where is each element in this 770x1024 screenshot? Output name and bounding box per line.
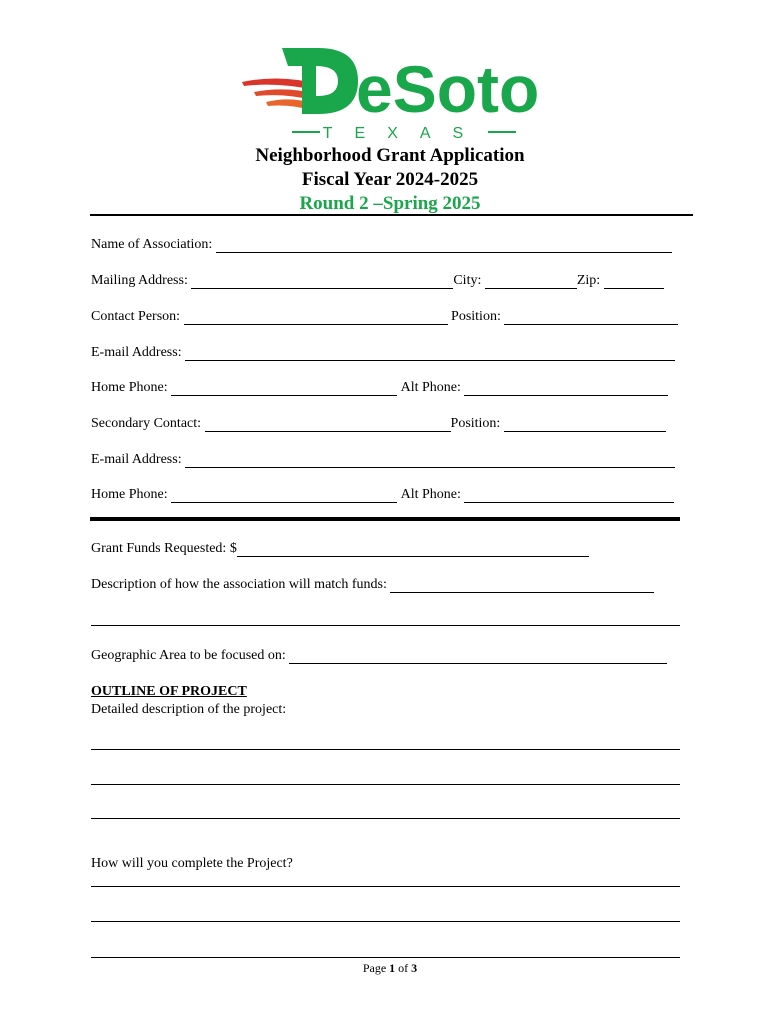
alt-phone2-label: Alt Phone: <box>400 487 461 502</box>
page-label: Page <box>362 961 387 975</box>
position-input[interactable] <box>504 310 678 325</box>
match-row <box>91 575 654 593</box>
page-number: 1 <box>389 961 396 975</box>
email-input[interactable] <box>185 346 675 361</box>
city-label: City: <box>453 273 482 288</box>
form-title: Neighborhood Grant Application <box>255 145 525 166</box>
how-row <box>91 854 293 872</box>
detail-line-3[interactable] <box>91 818 680 819</box>
header-divider <box>90 214 693 216</box>
desoto-logo <box>240 44 540 144</box>
match-label: Description of how the association will match funds: <box>91 577 387 592</box>
email-row <box>91 343 675 361</box>
logo-text: eSoto <box>356 52 540 126</box>
phone-row <box>91 378 668 396</box>
zip-input[interactable] <box>604 274 664 289</box>
area-row <box>91 646 667 664</box>
area-label: Geographic Area to be focused on: <box>91 648 286 663</box>
mailing-label: Mailing Address: <box>91 273 188 288</box>
home-phone-input[interactable] <box>171 381 397 396</box>
how-line-2[interactable] <box>91 921 680 922</box>
home-phone2-label: Home Phone: <box>91 487 168 502</box>
detail-label: Detailed description of the project: <box>91 702 287 717</box>
association-label: Name of Association: <box>91 237 213 252</box>
home-phone2-input[interactable] <box>171 488 397 503</box>
mailing-row <box>91 271 664 289</box>
logo-state: TEXAS <box>322 125 486 142</box>
contact-label: Contact Person: <box>91 309 181 324</box>
how-label: How will you complete the Project? <box>91 856 293 871</box>
page-footer <box>0 961 770 976</box>
zip-label: Zip: <box>576 273 601 288</box>
association-input[interactable] <box>216 238 672 253</box>
city-input[interactable] <box>485 274 577 289</box>
association-row <box>91 235 672 253</box>
secondary-input[interactable] <box>205 417 451 432</box>
project-heading-row <box>91 682 247 700</box>
of-label: of <box>398 961 409 975</box>
project-heading: OUTLINE OF PROJECT <box>91 684 247 699</box>
email-label: E-mail Address: <box>91 345 182 360</box>
secondary-label: Secondary Contact: <box>91 416 202 431</box>
match-line-2[interactable] <box>91 625 680 626</box>
how-line-3[interactable] <box>91 957 680 958</box>
how-line-1[interactable] <box>91 886 680 887</box>
funds-label: Grant Funds Requested: $ <box>91 541 237 556</box>
email2-row <box>91 450 675 468</box>
secondary-row <box>91 414 666 432</box>
contact-input[interactable] <box>184 310 448 325</box>
detail-row <box>91 700 286 718</box>
match-input[interactable] <box>390 578 654 593</box>
contact-row <box>91 307 678 325</box>
position2-label: Position: <box>450 416 501 431</box>
detail-line-2[interactable] <box>91 784 680 785</box>
alt-phone2-input[interactable] <box>464 488 674 503</box>
page-total: 3 <box>411 961 418 975</box>
email2-input[interactable] <box>185 453 675 468</box>
email2-label: E-mail Address: <box>91 452 182 467</box>
phone2-row <box>91 485 674 503</box>
funds-input[interactable] <box>237 542 589 557</box>
position2-input[interactable] <box>504 417 666 432</box>
fiscal-year: Fiscal Year 2024-2025 <box>301 169 479 190</box>
round-label: Round 2 –Spring 2025 <box>299 193 481 214</box>
area-input[interactable] <box>289 649 667 664</box>
funds-row <box>91 539 589 557</box>
home-phone-label: Home Phone: <box>91 380 168 395</box>
mailing-input[interactable] <box>191 274 453 289</box>
alt-phone-input[interactable] <box>464 381 668 396</box>
detail-line-1[interactable] <box>91 749 680 750</box>
section-divider <box>90 517 680 521</box>
position-label: Position: <box>451 309 501 324</box>
alt-phone-label: Alt Phone: <box>400 380 461 395</box>
